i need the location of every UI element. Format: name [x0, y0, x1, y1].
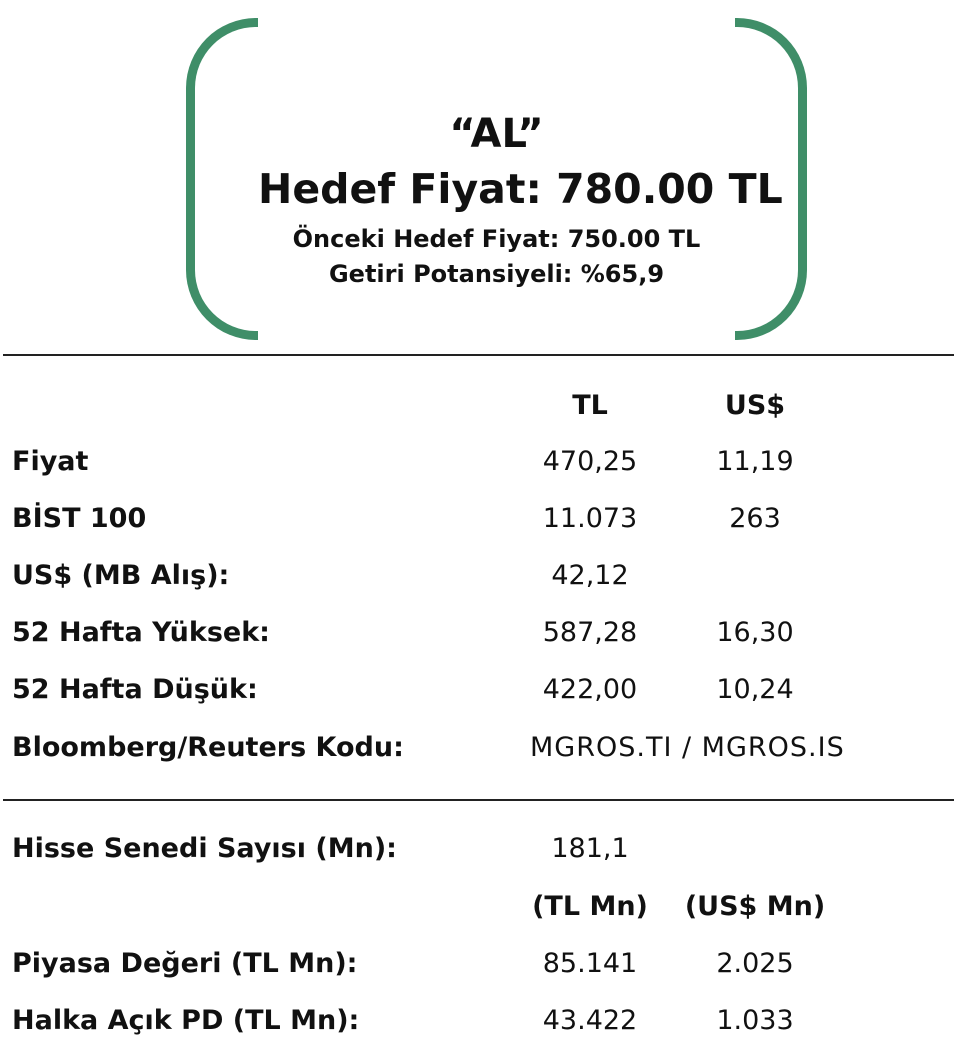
row-label-ticker-codes: Bloomberg/Reuters Kodu:: [12, 732, 404, 763]
row-label-52w-high: 52 Hafta Yüksek:: [12, 617, 270, 648]
52w-high-tl: 587,28: [542, 617, 638, 648]
previous-target-price: Önceki Hedef Fiyat: 750.00 TL: [292, 225, 701, 253]
column-header-usd-mn: (US$ Mn): [684, 891, 826, 922]
row-label-52w-low: 52 Hafta Düşük:: [12, 674, 258, 705]
52w-high-usd: 16,30: [716, 617, 794, 648]
row-label-share-count: Hisse Senedi Sayısı (Mn):: [12, 833, 397, 864]
rating-label: “AL”: [449, 111, 544, 157]
row-label-bist100: BİST 100: [12, 503, 147, 534]
row-label-usd-rate: US$ (MB Alış):: [12, 560, 230, 591]
usd-rate-tl: 42,12: [551, 560, 629, 591]
free-float-cap-usd: 1.033: [716, 1005, 794, 1036]
bist100-tl: 11.073: [542, 503, 638, 534]
price-usd: 11,19: [716, 446, 794, 477]
free-float-cap-tl: 43.422: [542, 1005, 638, 1036]
column-header-tl: TL: [572, 390, 608, 421]
left-bracket: [186, 18, 258, 340]
bist100-usd: 263: [729, 503, 781, 534]
share-count-value: 181,1: [551, 833, 629, 864]
divider-middle: [3, 799, 954, 801]
row-label-free-float-cap: Halka Açık PD (TL Mn):: [12, 1005, 360, 1036]
divider-top: [3, 354, 954, 356]
52w-low-usd: 10,24: [716, 674, 794, 705]
market-cap-tl: 85.141: [542, 948, 638, 979]
ticker-codes: MGROS.TI / MGROS.IS: [530, 732, 845, 763]
column-header-usd: US$: [724, 390, 786, 421]
market-cap-usd: 2.025: [716, 948, 794, 979]
column-header-tl-mn: (TL Mn): [532, 891, 648, 922]
target-price: Hedef Fiyat: 780.00 TL: [258, 165, 783, 213]
52w-low-tl: 422,00: [542, 674, 638, 705]
row-label-market-cap: Piyasa Değeri (TL Mn):: [12, 948, 358, 979]
price-tl: 470,25: [542, 446, 638, 477]
return-potential: Getiri Potansiyeli: %65,9: [328, 260, 665, 288]
row-label-price: Fiyat: [12, 446, 89, 477]
